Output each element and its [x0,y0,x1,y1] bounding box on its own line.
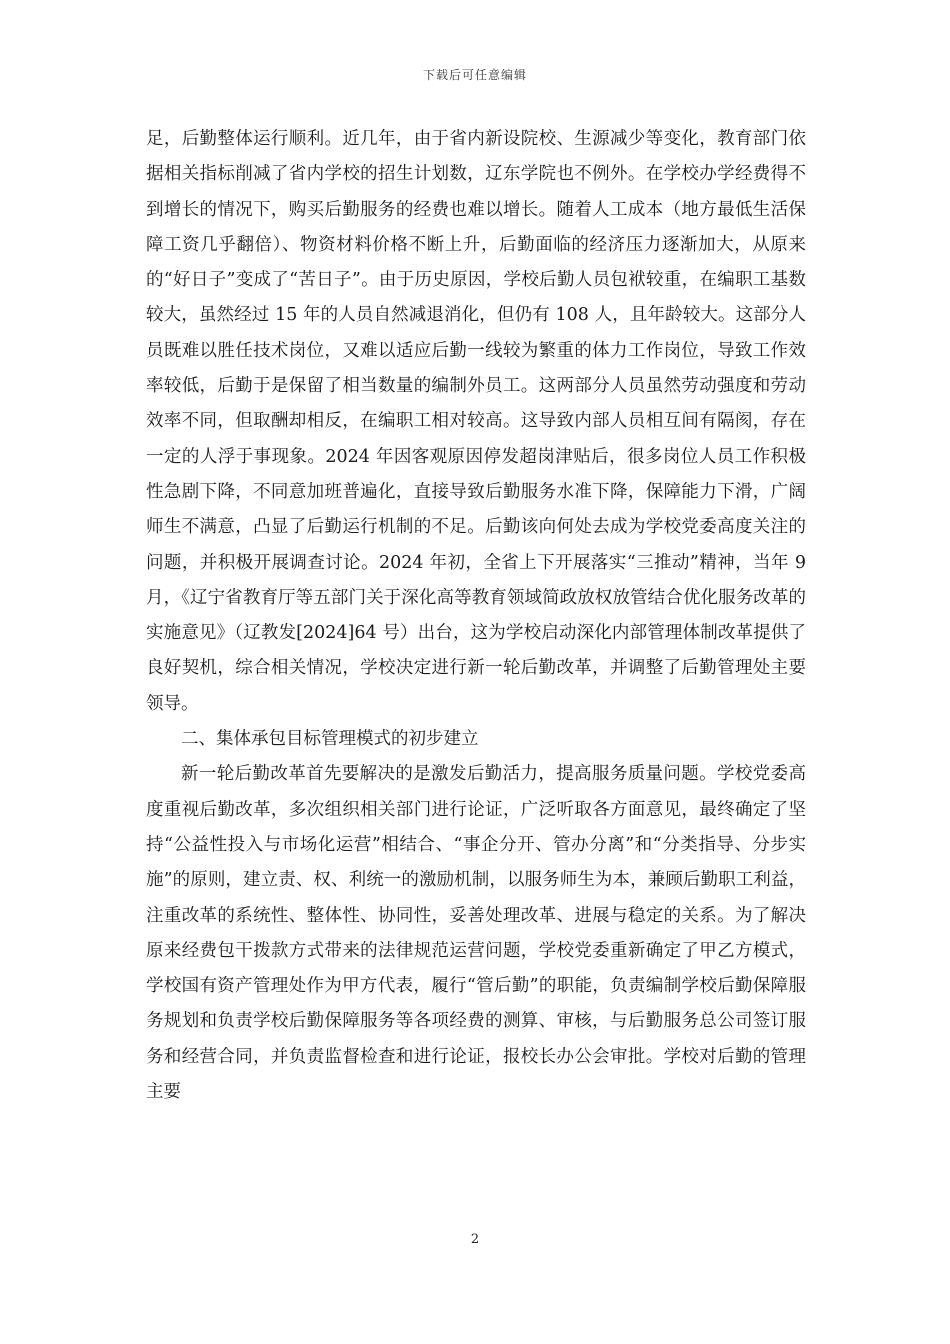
body-paragraph: 足，后勤整体运行顺利。近几年，由于省内新设院校、生源减少等变化，教育部门依据相关指标削减了省内学校的招生计划数，辽东学院也不例外。在学校办学经费得不到增长的情况下，购买后勤服务的经费也难以增长。随着人工成本（地方最低生活保障工资几乎翻倍）、物资材料价格不断上升，后勤面临的经济压力逐渐加大，从原来的“好日子”变成了“苦日子”。由于历史原因，学校后勤人员包袱较重，在编职工基数较大，虽然经过 15 年的人员自然减退消化，但仍有 108 人，且年龄较大。这部分人员既难以胜任技术岗位，又难以适应后勤一线较为繁重的体力工作岗位，导致工作效率较低，后勤于是保留了相当数量的编制外员工。这两部分人员虽然劳动强度和劳动效率不同，但取酬却相反，在编职工相对较高。这导致内部人员相互间有隔阂，存在一定的人浮于事现象。2024 年因客观原因停发超岗津贴后，很多岗位人员工作积极性急剧下降，不同意加班普遍化，直接导致后勤服务水准下降，保障能力下滑，广阔师生不满意，凸显了后勤运行机制的不足。后勤该向何处去成为学校党委高度关注的问题，并积极开展调查讨论。2024 年初，全省上下开展落实“三推动”精神，当年 9 月，《辽宁省教育厅等五部门关于深化高等教育领域简政放权放管结合优化服务改革的实施意见》（辽教发[2024]64 号）出台，这为学校启动深化内部管理体制改革提供了良好契机，综合相关情况，学校决定进行新一轮后勤改革，并调整了后勤管理处主要领导。 [146,129,806,714]
body-paragraph: 新一轮后勤改革首先要解决的是激发后勤活力，提高服务质量问题。学校党委高度重视后勤改革，多次组织相关部门进行论证，广泛听取各方面意见，最终确定了坚持“公益性投入与市场化运营”相结合、“事企分开、管办分离”和“分类指导、分步实施”的原则，建立责、权、利统一的激励机制，以服务师生为本，兼顾后勤职工利益，注重改革的系统性、整体性、协同性，妥善处理改革、进展与稳定的关系。为了解决原来经费包干拨款方式带来的法律规范运营问题，学校党委重新确定了甲乙方模式，学校国有资产管理处作为甲方代表，履行“管后勤”的职能，负责编制学校后勤保障服务规划和负责学校后勤保障服务等各项经费的测算、审核，与后勤服务总公司签订服务和经营合同，并负责监督检查和进行论证，报校长办公会审批。学校对后勤的管理主要 [146,764,806,1103]
document-body [146,122,806,1110]
page-header: 下载后可任意编辑 [422,68,527,82]
page-number: 2 [470,1232,480,1247]
section-heading: 二、集体承包目标管理模式的初步建立 [181,729,479,750]
